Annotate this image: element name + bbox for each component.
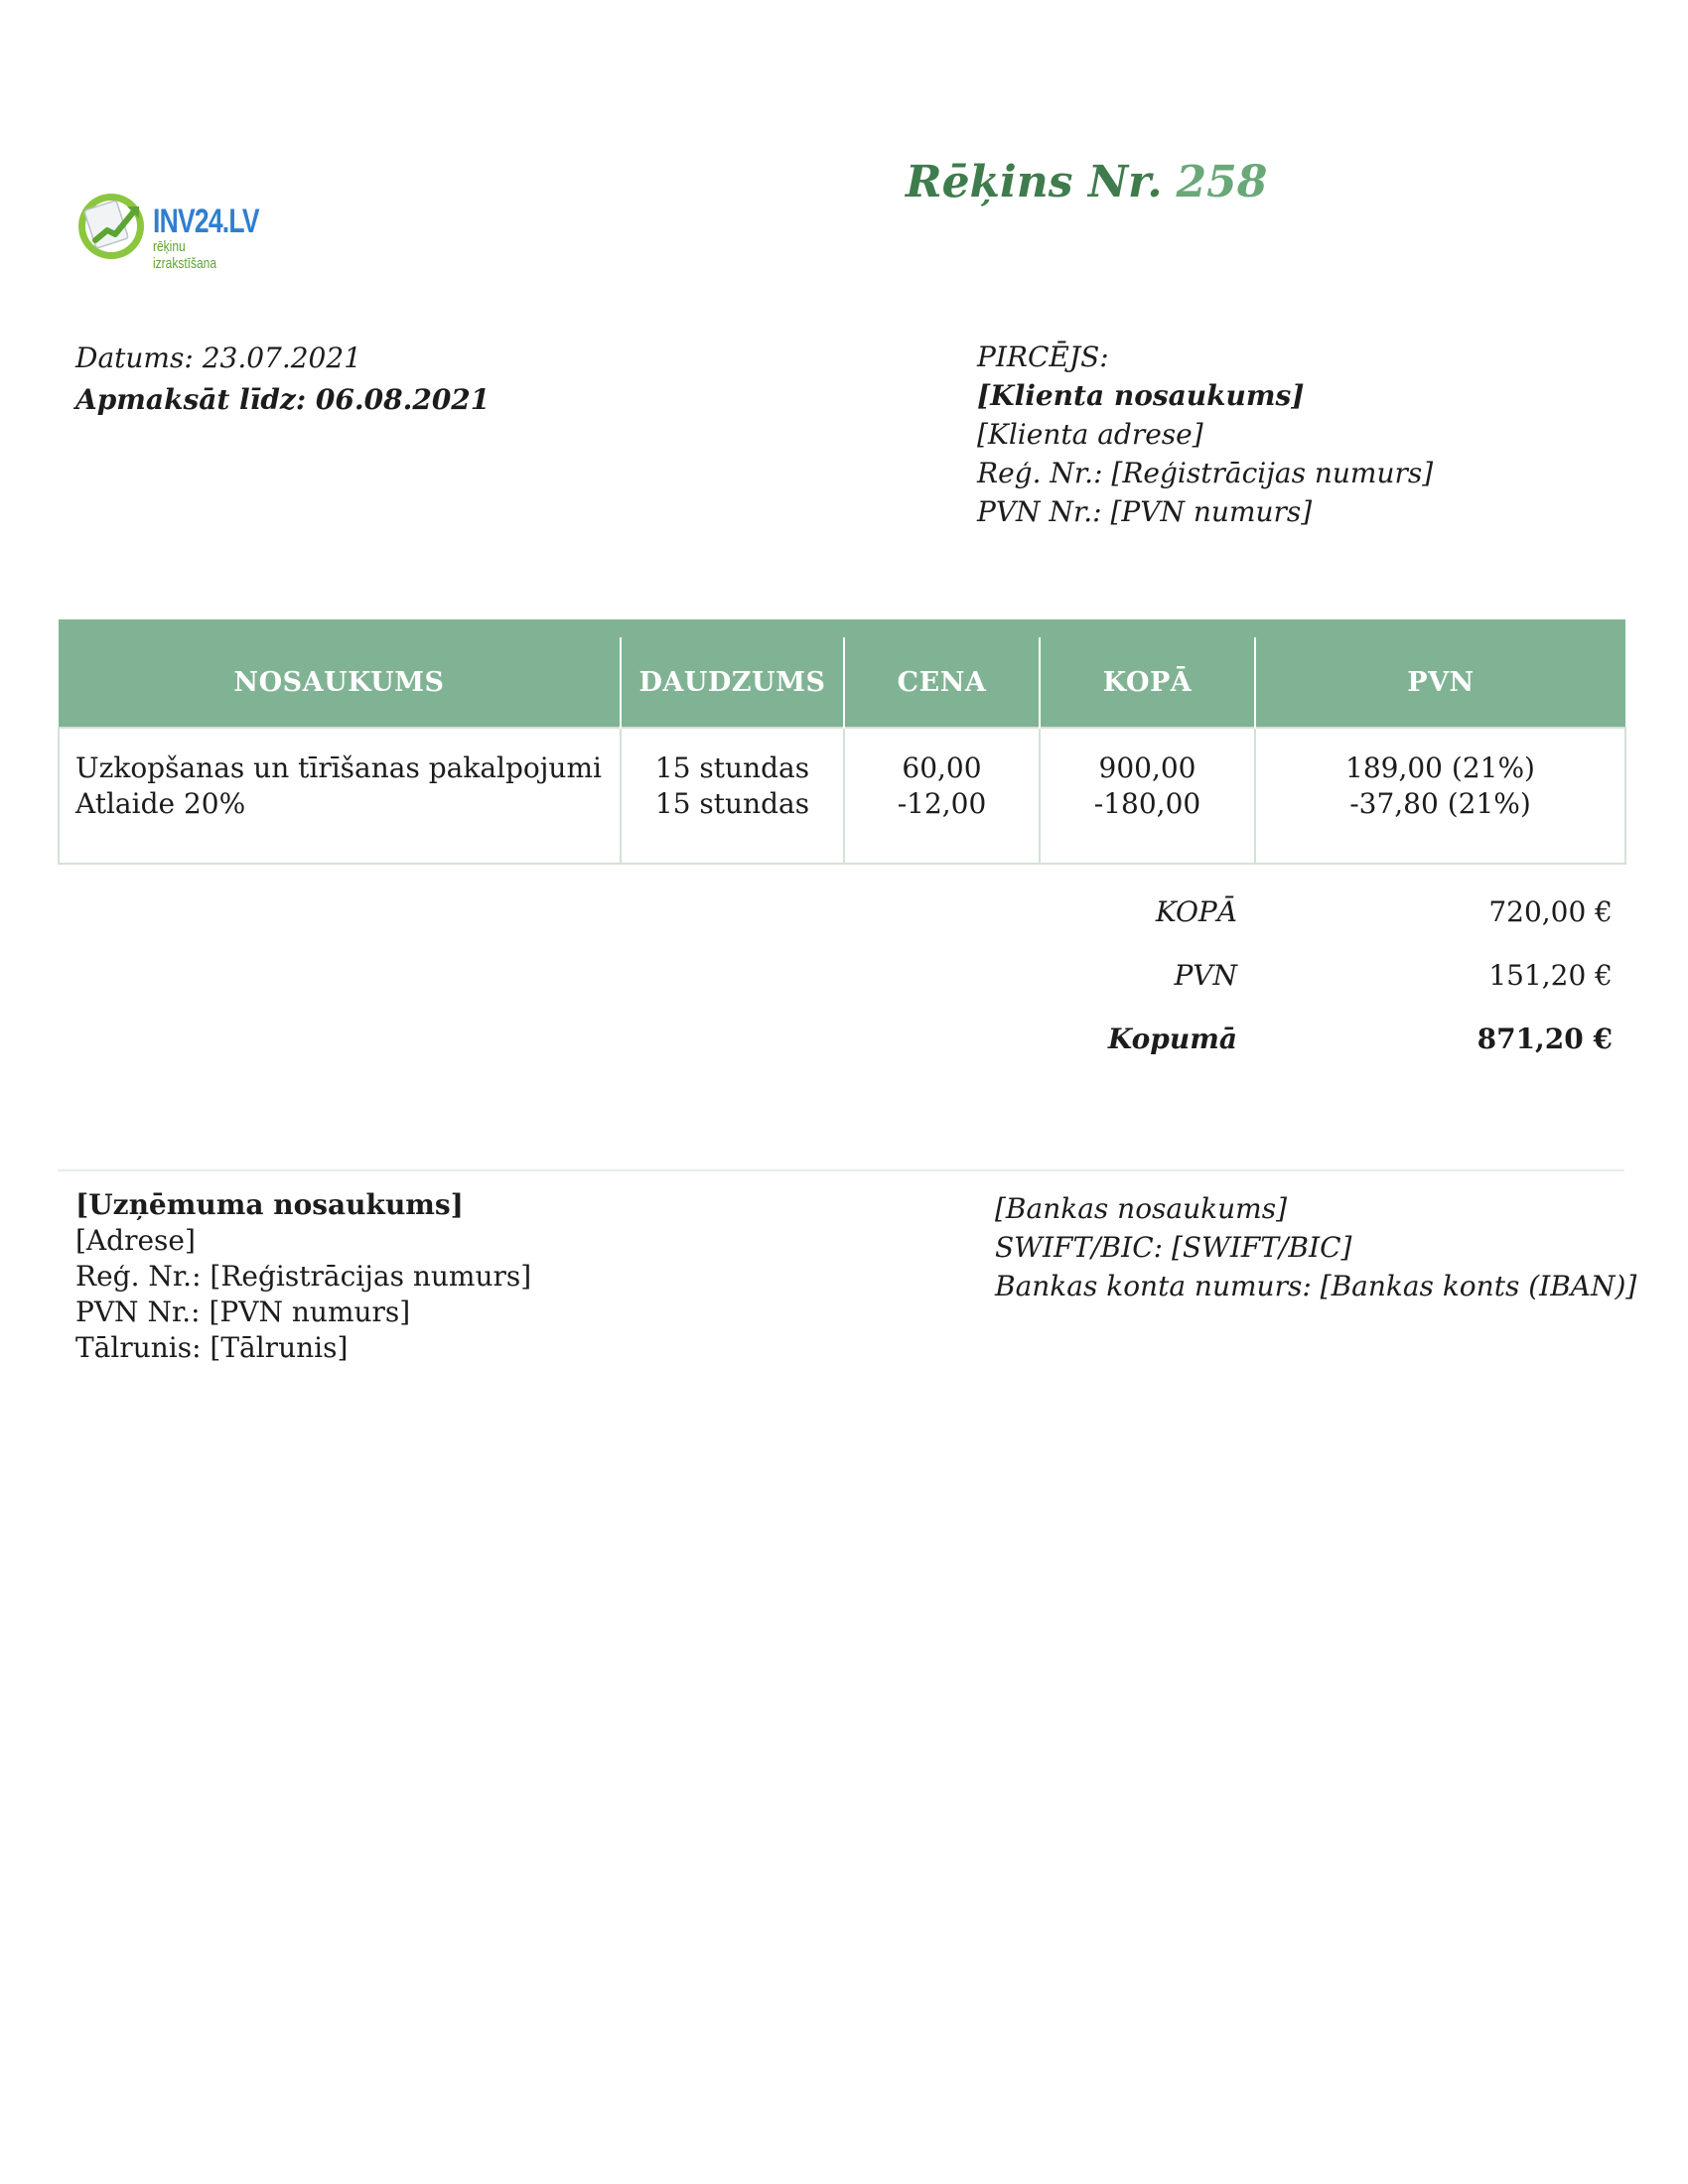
company-address: [Adrese]	[75, 1224, 196, 1257]
subtotal-value: 720,00 €	[1488, 895, 1613, 928]
bank-account: Bankas konta numurs: [Bankas konts (IBAN)]	[995, 1270, 1637, 1302]
item-price: 60,00	[902, 751, 982, 784]
items-table	[58, 619, 1626, 865]
column-header-vat: PVN	[1255, 628, 1625, 728]
table-header-row	[59, 628, 1625, 728]
item-total: 900,00	[1098, 751, 1196, 784]
item-vat: 189,00 (21%)	[1345, 751, 1535, 784]
vat-total-label: PVN	[1174, 959, 1237, 992]
invoice-date-label: Datums:	[75, 341, 194, 374]
invoice-date-row	[75, 338, 490, 379]
table-row	[59, 728, 1625, 864]
bank-block	[995, 1189, 1636, 1305]
company-vat-number: PVN Nr.: [PVN numurs]	[75, 1296, 411, 1328]
company-name: [Uzņēmuma nosaukums]	[75, 1188, 464, 1221]
buyer-reg-number: Reģ. Nr.: [Reģistrācijas numurs]	[977, 457, 1434, 489]
column-header-name: NOSAUKUMS	[59, 628, 621, 728]
company-block	[75, 1187, 531, 1366]
invoice-date-value: 23.07.2021	[202, 341, 362, 374]
item-vat: -37,80 (21%)	[1349, 787, 1531, 820]
item-name-cell	[59, 728, 621, 864]
invoice-title	[906, 157, 1267, 207]
buyer-block	[977, 338, 1433, 531]
buyer-name: [Klienta nosaukums]	[977, 379, 1305, 412]
grand-total-label: Kopumā	[1107, 1023, 1237, 1055]
buyer-vat-number: PVN Nr.: [PVN numurs]	[977, 495, 1313, 528]
bank-swift: SWIFT/BIC: [SWIFT/BIC]	[995, 1231, 1352, 1264]
invoice-dates	[75, 338, 490, 421]
column-header-price: CENA	[844, 628, 1040, 728]
item-total-cell	[1040, 728, 1255, 864]
company-logo	[73, 189, 272, 272]
due-date-value: 06.08.2021	[315, 383, 491, 416]
due-date-label: Apmaksāt līdz:	[75, 383, 307, 416]
footer-divider	[58, 1169, 1624, 1171]
item-price: -12,00	[897, 787, 987, 820]
item-quantity: 15 stundas	[654, 787, 810, 820]
bank-name: [Bankas nosaukums]	[995, 1192, 1287, 1225]
item-name: Uzkopšanas un tīrīšanas pakalpojumi	[75, 751, 602, 784]
item-quantity: 15 stundas	[654, 751, 810, 784]
logo-icon	[77, 193, 145, 260]
buyer-address: [Klienta adrese]	[977, 418, 1203, 451]
item-quantity-cell	[621, 728, 844, 864]
item-total: -180,00	[1093, 787, 1201, 820]
item-price-cell	[844, 728, 1040, 864]
column-header-total: KOPĀ	[1040, 628, 1255, 728]
logo-tagline: rēķinu izrakstīšana	[153, 238, 217, 272]
column-header-quantity: DAUDZUMS	[621, 628, 844, 728]
item-vat-cell	[1255, 728, 1625, 864]
due-date-row	[75, 379, 490, 421]
company-phone: Tālrunis: [Tālrunis]	[75, 1331, 349, 1364]
buyer-label: PIRCĒJS:	[977, 341, 1109, 373]
invoice-title-label: Rēķins Nr.	[906, 157, 1163, 207]
vat-total-value: 151,20 €	[1488, 959, 1613, 992]
logo-wordmark: INV24.LV	[153, 203, 259, 240]
item-name: Atlaide 20%	[75, 787, 246, 820]
invoice-number: 258	[1176, 157, 1268, 207]
grand-total-value: 871,20 €	[1477, 1023, 1613, 1055]
subtotal-label: KOPĀ	[1155, 895, 1237, 928]
company-reg-number: Reģ. Nr.: [Reģistrācijas numurs]	[75, 1260, 532, 1293]
